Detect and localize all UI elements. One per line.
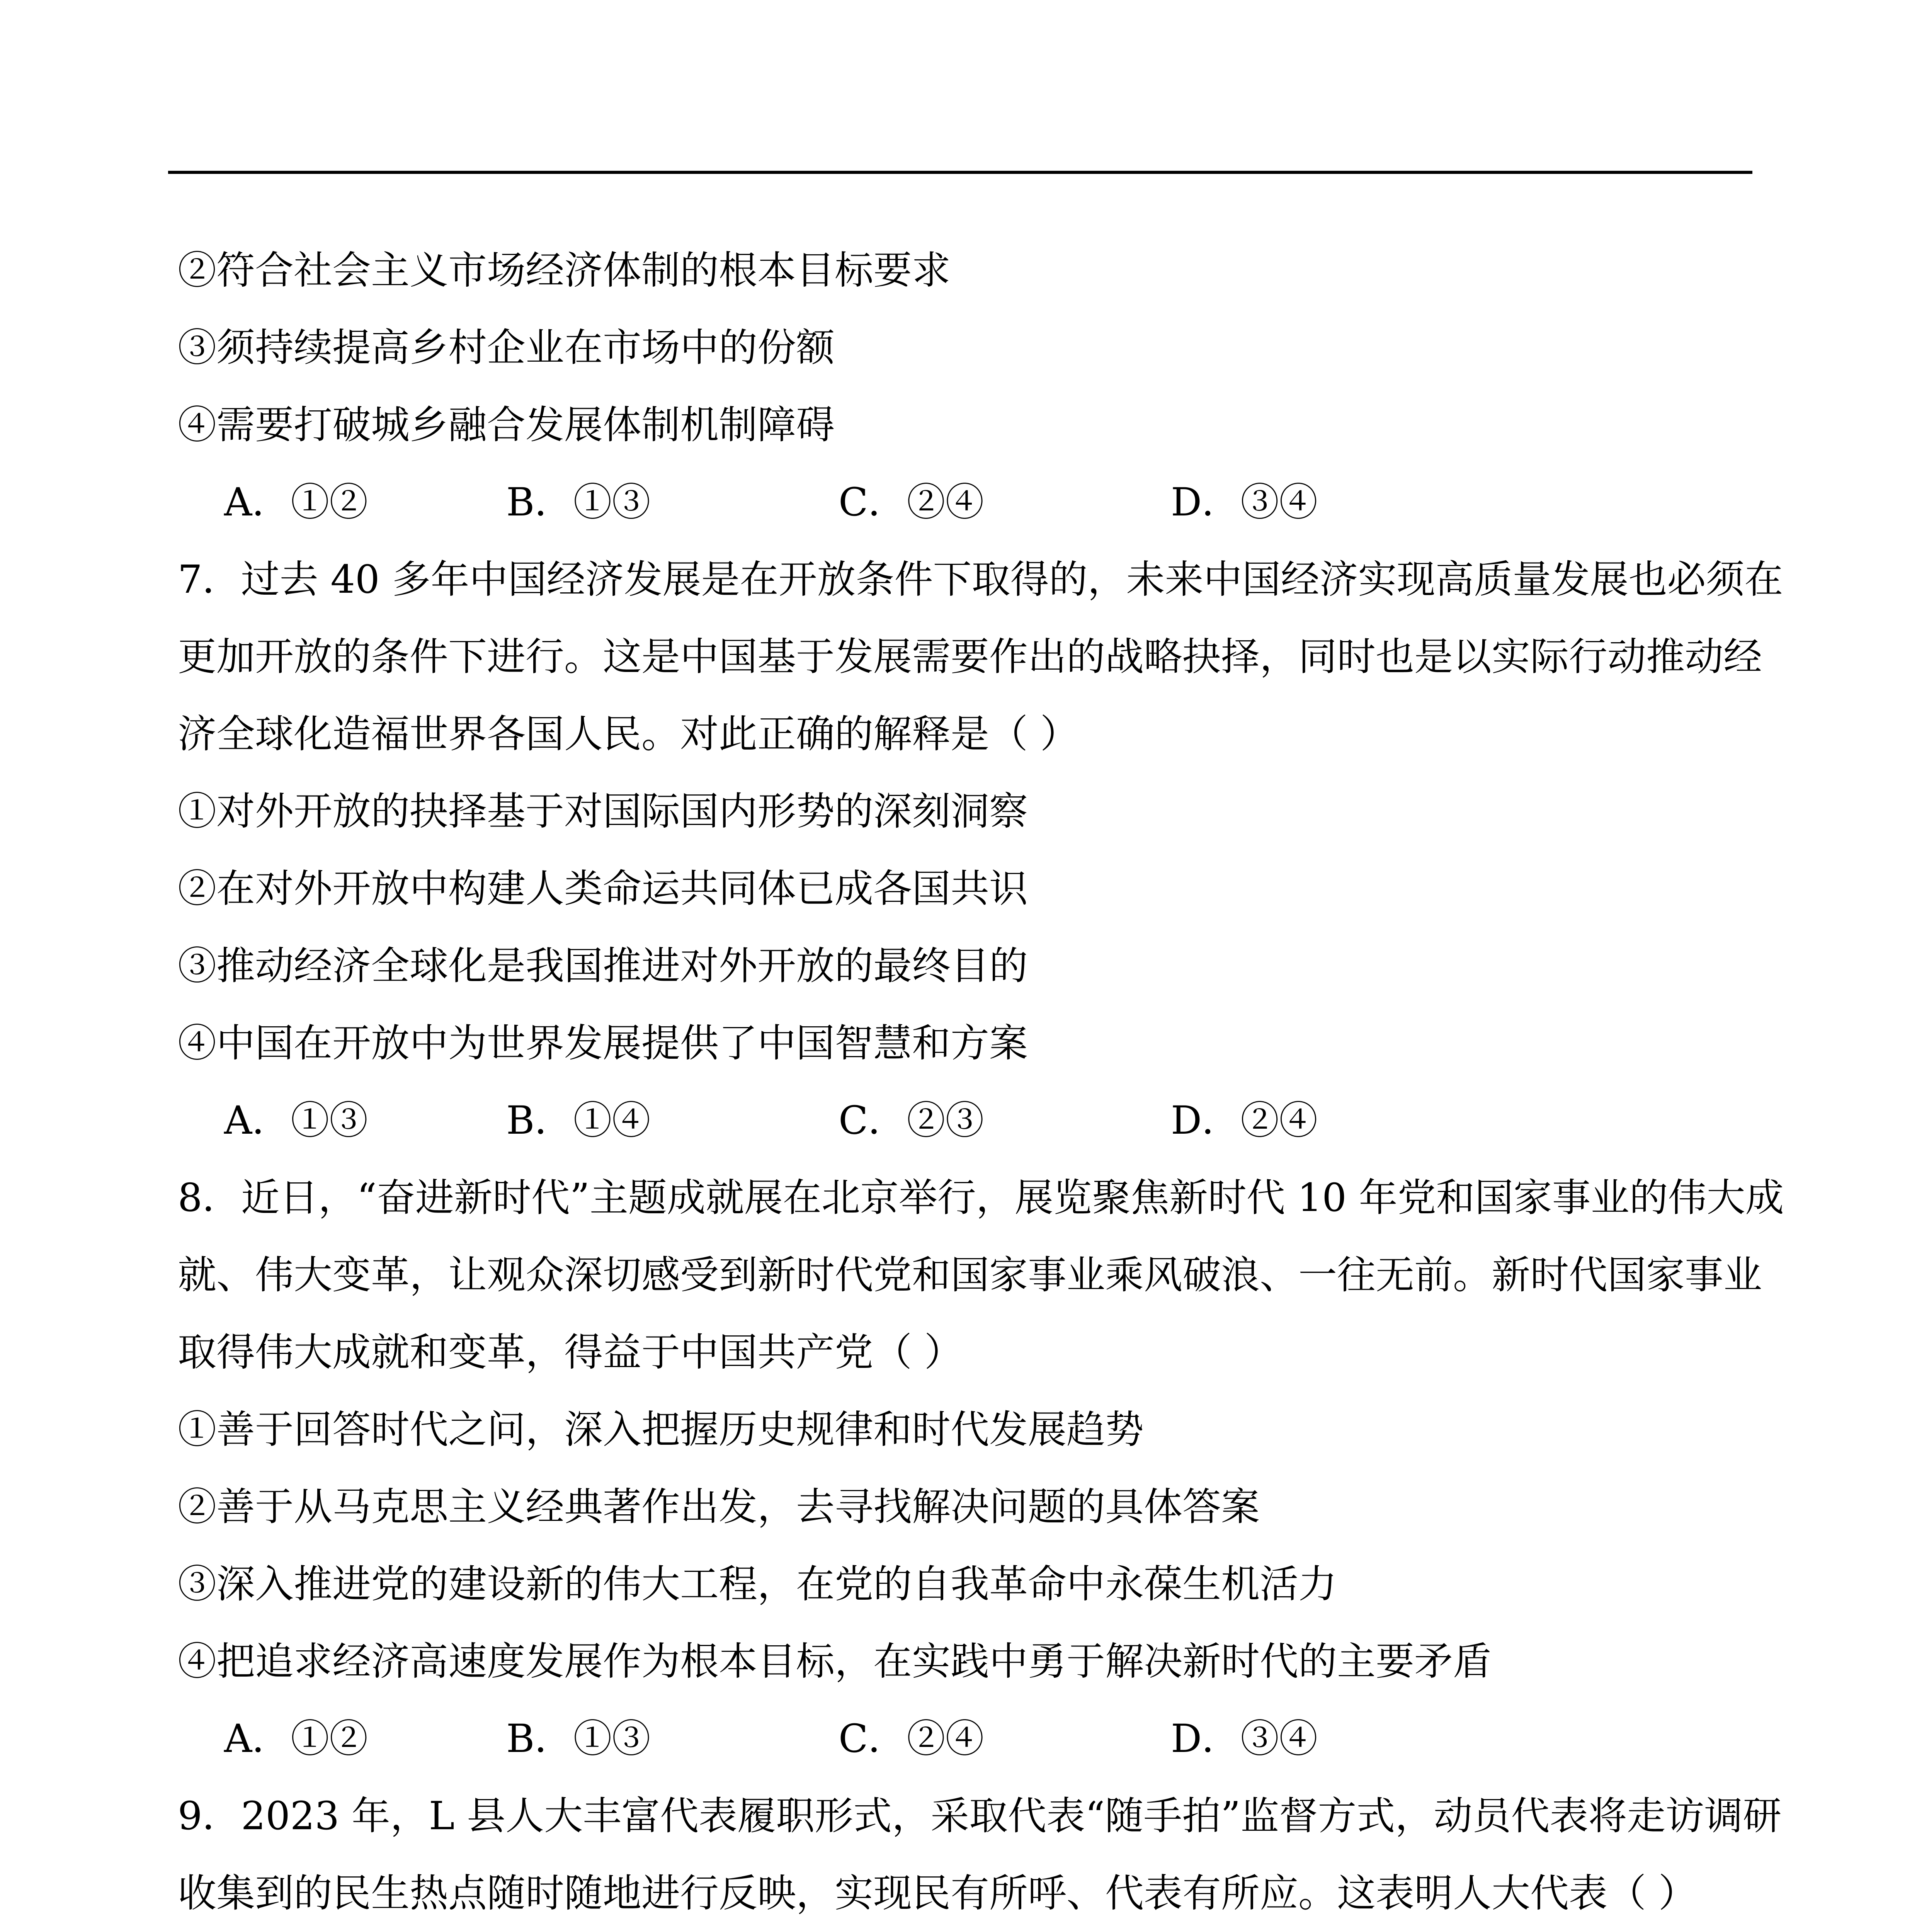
q9-stem-line-2: 收集到的民生热点随时随地进行反映，实现民有所呼、代表有所应。这表明人大代表（ ） <box>178 1871 1697 1916</box>
q8-stem-line-3: 取得伟大成就和变革，得益于中国共产党（ ） <box>178 1330 963 1375</box>
q6-item-2: ②符合社会主义市场经济体制的根本目标要求 <box>178 248 951 293</box>
q7-stem-line-3: 济全球化造福世界各国人民。对此正确的解释是（ ） <box>178 711 1079 757</box>
q8-item-4: ④把追求经济高速度发展作为根本目标，在实践中勇于解决新时代的主要矛盾 <box>178 1639 1492 1684</box>
q8-stem-line-1: 8．近日，“奋进新时代”主题成就展在北京举行，展览聚焦新时代 10 年党和国家事业的伟大成 <box>178 1175 1784 1220</box>
q7-option-a: A．①③ <box>224 1098 368 1143</box>
q7-stem-line-1: 7．过去 40 多年中国经济发展是在开放条件下取得的，未来中国经济实现高质量发展也必须在 <box>178 557 1783 602</box>
q8-option-c: C．②④ <box>839 1716 984 1761</box>
q8-item-2: ②善于从马克思主义经典著作出发，去寻找解决问题的具体答案 <box>178 1484 1260 1529</box>
q6-option-b: B．①③ <box>506 480 651 525</box>
q7-item-4: ④中国在开放中为世界发展提供了中国智慧和方案 <box>178 1020 1028 1066</box>
q8-option-b: B．①③ <box>506 1716 651 1761</box>
q7-stem-line-2: 更加开放的条件下进行。这是中国基于发展需要作出的战略抉择，同时也是以实际行动推动经 <box>178 634 1762 679</box>
q8-item-1: ①善于回答时代之问，深入把握历史规律和时代发展趋势 <box>178 1407 1144 1452</box>
q8-option-d: D．③④ <box>1171 1716 1318 1761</box>
q7-item-2: ②在对外开放中构建人类命运共同体已成各国共识 <box>178 866 1028 911</box>
q6-item-4: ④需要打破城乡融合发展体制机制障碍 <box>178 402 835 447</box>
q6-item-3: ③须持续提高乡村企业在市场中的份额 <box>178 325 835 370</box>
q8-item-3: ③深入推进党的建设新的伟大工程，在党的自我革命中永葆生机活力 <box>178 1561 1337 1607</box>
q6-option-a: A．①② <box>224 480 368 525</box>
q6-option-c: C．②④ <box>839 480 984 525</box>
q7-item-3: ③推动经济全球化是我国推进对外开放的最终目的 <box>178 943 1028 988</box>
q8-stem-line-2: 就、伟大变革，让观众深切感受到新时代党和国家事业乘风破浪、一往无前。新时代国家事业 <box>178 1252 1762 1298</box>
header-rule <box>168 171 1752 174</box>
q9-stem-line-1: 9．2023 年，L 县人大丰富代表履职形式，采取代表“随手拍”监督方式，动员代表将走访调研 <box>178 1793 1782 1838</box>
q7-option-c: C．②③ <box>839 1098 984 1143</box>
q7-option-b: B．①④ <box>506 1098 651 1143</box>
q8-option-a: A．①② <box>224 1716 368 1761</box>
q6-option-d: D．③④ <box>1171 480 1318 525</box>
q7-option-d: D．②④ <box>1171 1098 1318 1143</box>
q7-item-1: ①对外开放的抉择基于对国际国内形势的深刻洞察 <box>178 789 1028 834</box>
